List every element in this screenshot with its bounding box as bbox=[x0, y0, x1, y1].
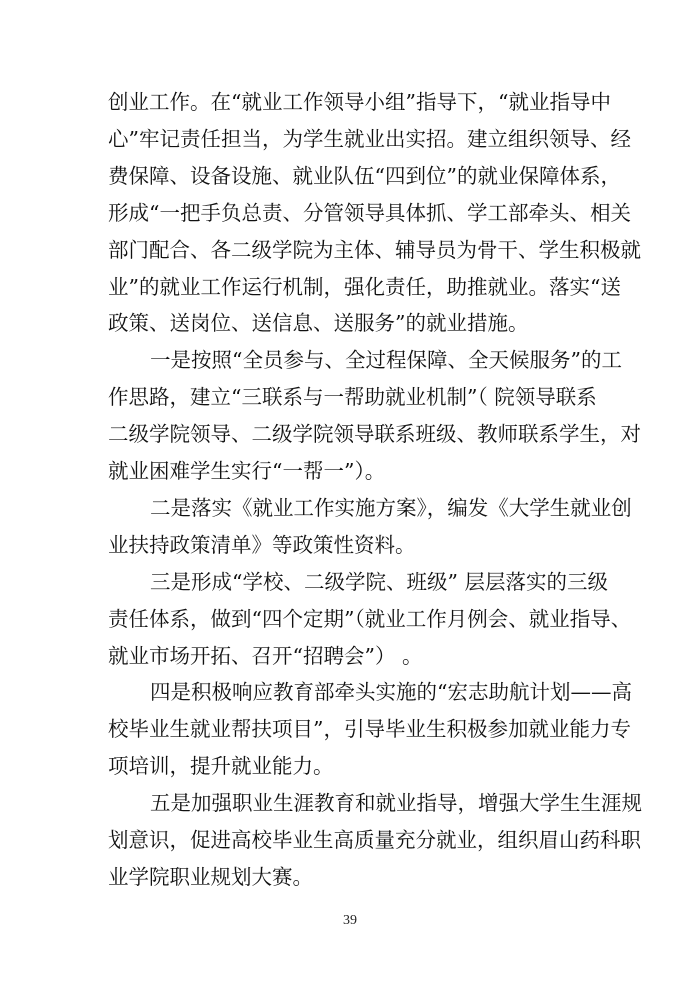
body-text-line: 项培训，提升就业能力。 bbox=[108, 754, 334, 778]
body-text-line: 就业困难学生实行“一帮一”）。 bbox=[108, 459, 386, 483]
body-text-line: 业扶持政策清单》等政策性资料。 bbox=[108, 533, 416, 557]
body-text-line: 三是形成“学校、二级学院、班级” 层层落实的三级 bbox=[150, 570, 608, 594]
body-text-line: 业”的就业工作运行机制，强化责任，助推就业。落实“送 bbox=[108, 275, 621, 299]
body-text-line: 四是积极响应教育部牵头实施的“宏志助航计划——高 bbox=[150, 680, 632, 704]
body-text-line: 创业工作。在“就业工作领导小组”指导下，“就业指导中 bbox=[108, 90, 611, 114]
body-text-line: 业学院职业规划大赛。 bbox=[108, 865, 313, 889]
body-text-line: 形成“一把手负总责、分管领导具体抓、学工部牵头、相关 bbox=[108, 201, 631, 225]
body-text-line: 二级学院领导、二级学院领导联系班级、教师联系学生，对 bbox=[108, 422, 641, 446]
body-text-line: 二是落实《就业工作实施方案》，编发《大学生就业创 bbox=[150, 496, 632, 520]
page-number: 39 bbox=[343, 913, 357, 928]
body-text-line: 划意识，促进高校毕业生高质量充分就业，组织眉山药科职 bbox=[108, 828, 641, 852]
body-text-line: 作思路，建立“三联系与一帮助就业机制”（ 院领导联系 bbox=[108, 385, 597, 409]
body-text-line: 责任体系，做到“四个定期”（就业工作月例会、就业指导、 bbox=[108, 607, 632, 631]
body-text-line: 五是加强职业生涯教育和就业指导，增强大学生生涯规 bbox=[150, 791, 642, 815]
body-text-line: 费保障、设备设施、就业队伍“四到位”的就业保障体系， bbox=[108, 164, 621, 188]
body-text-line: 一是按照“全员参与、全过程保障、全天候服务”的工 bbox=[150, 348, 622, 372]
body-text-line: 校毕业生就业帮扶项目”，引导毕业生积极参加就业能力专 bbox=[108, 717, 631, 741]
body-text-line: 就业市场开拓、召开“招聘会”） 。 bbox=[108, 644, 423, 668]
body-text-line: 部门配合、各二级学院为主体、辅导员为骨干、学生积极就 bbox=[108, 238, 641, 262]
body-text-line: 政策、送岗位、送信息、送服务”的就业措施。 bbox=[108, 311, 529, 335]
body-text-line: 心”牢记责任担当，为学生就业出实招。建立组织领导、经 bbox=[108, 127, 631, 151]
